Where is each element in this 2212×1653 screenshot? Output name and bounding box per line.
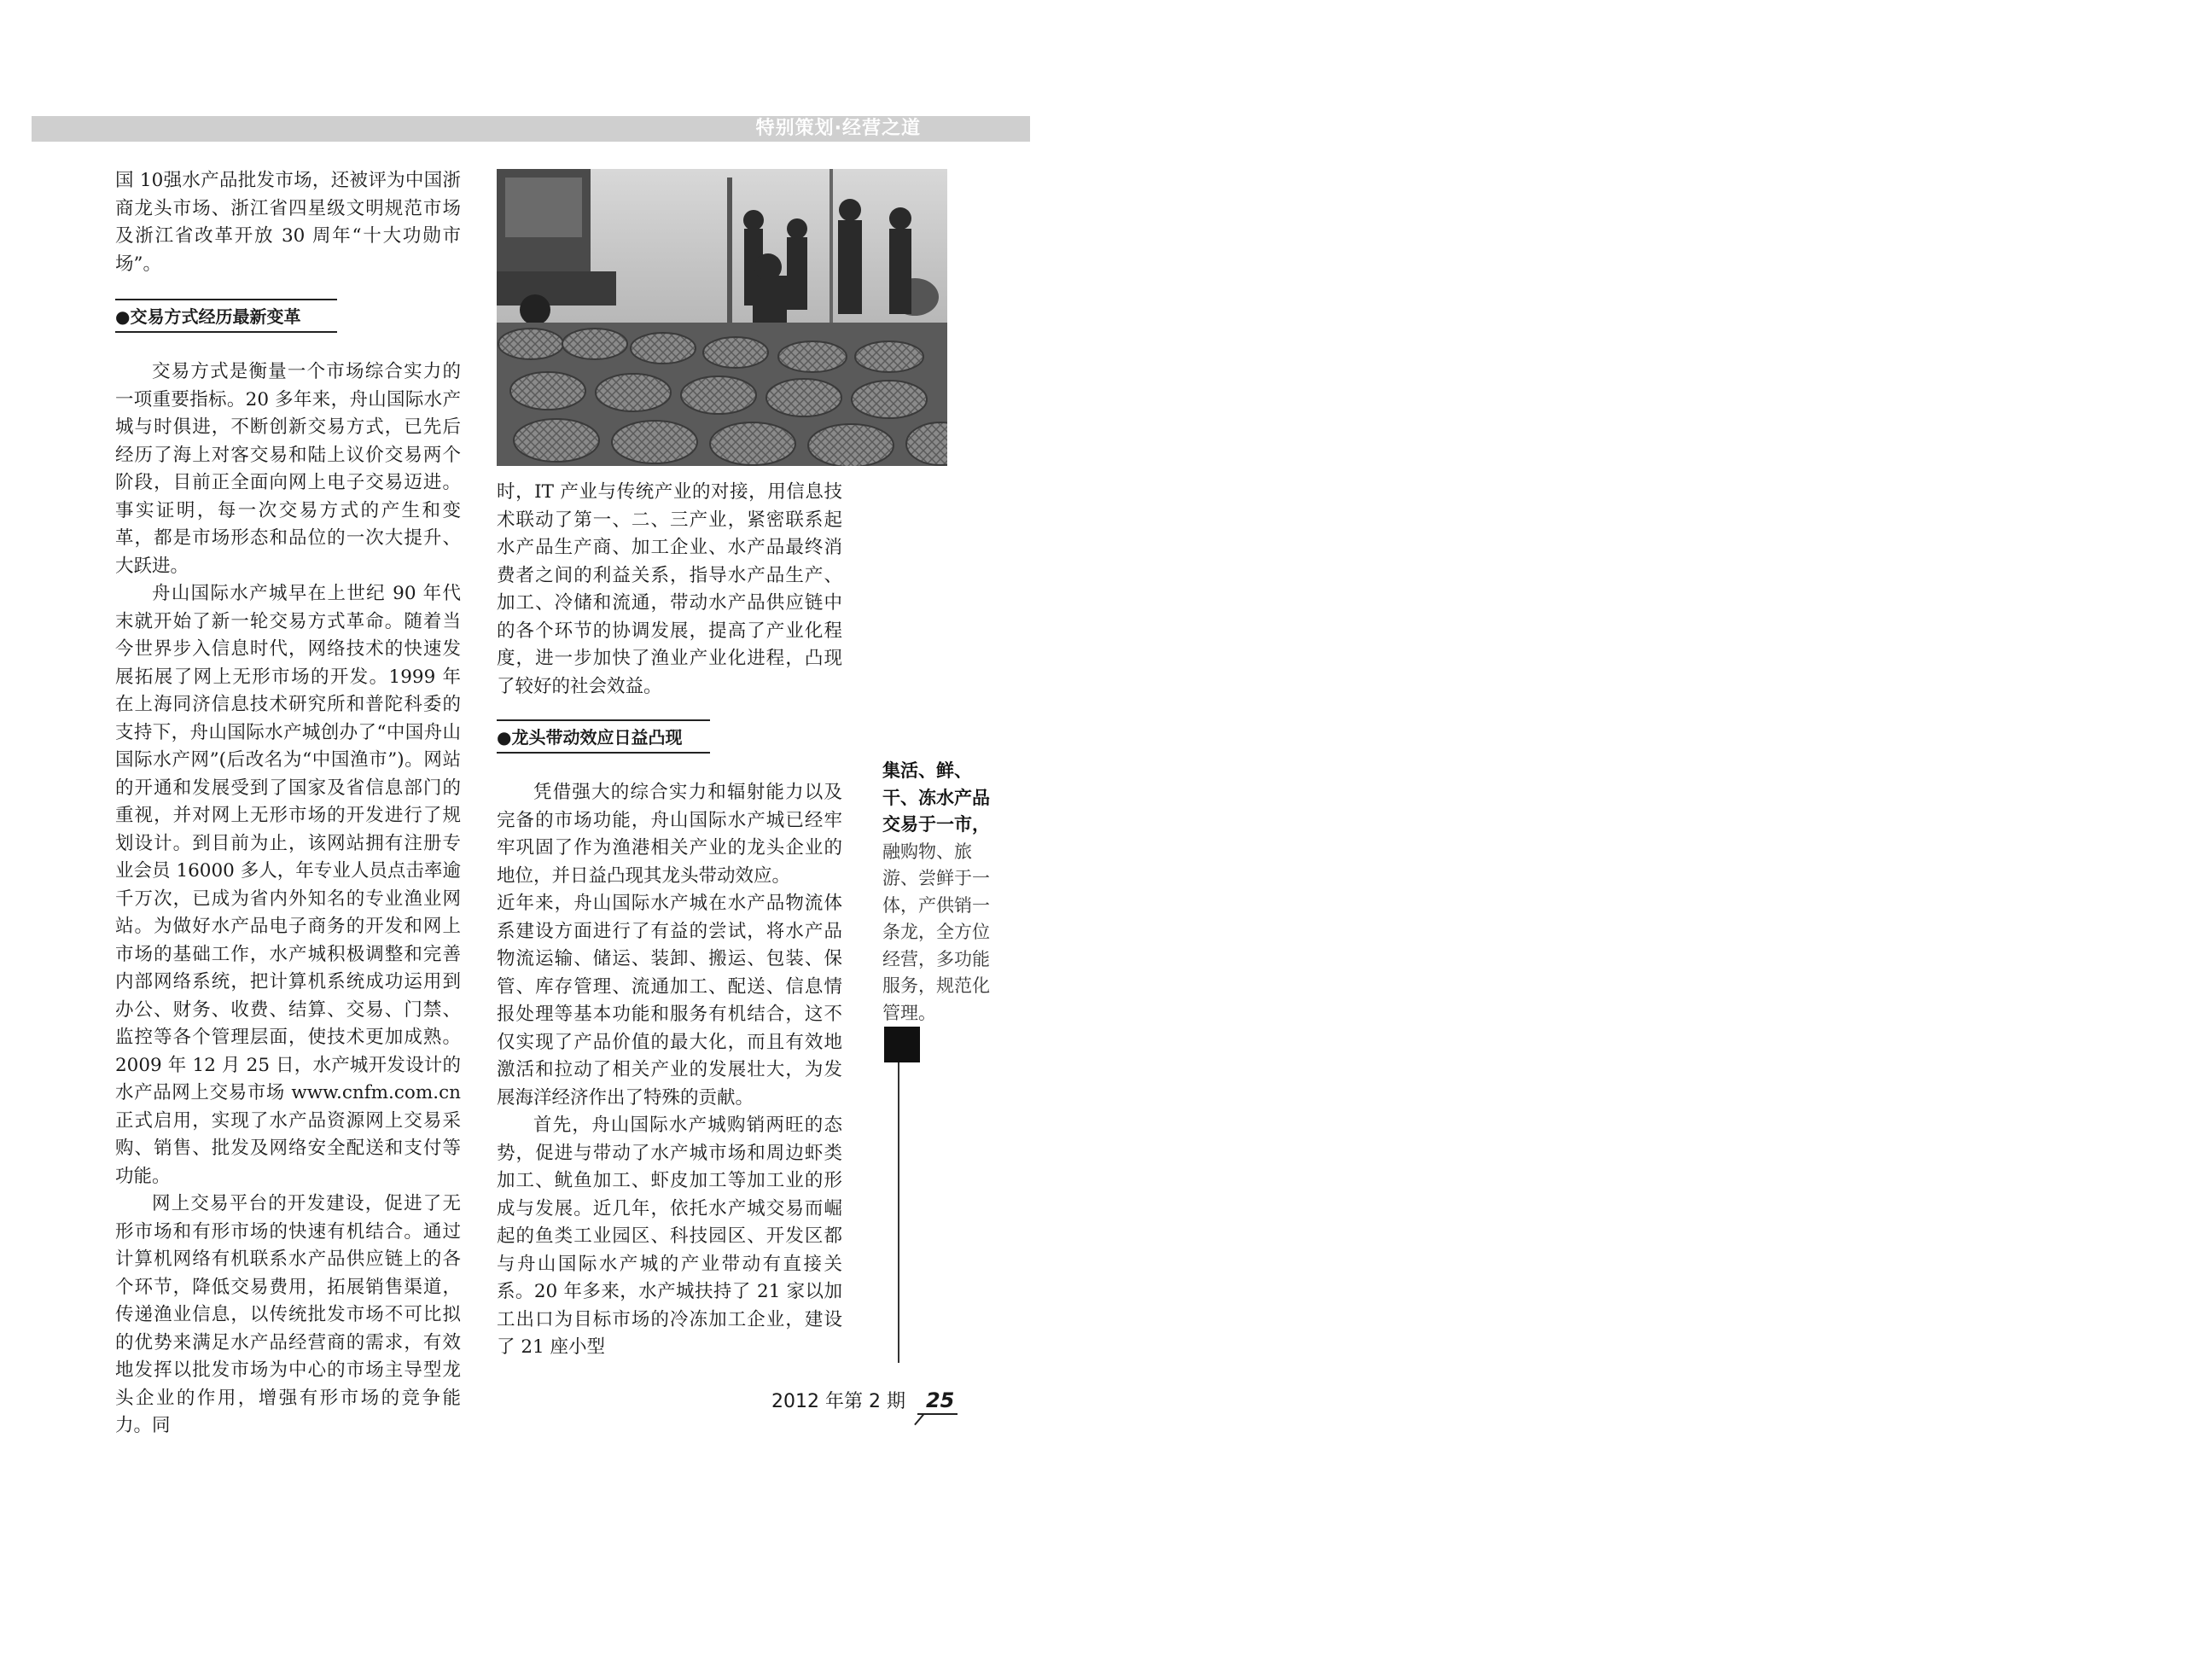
market-photo-illustration <box>497 169 947 466</box>
section-title: 特别策划·经营之道 <box>755 118 921 139</box>
middle-column <box>497 479 842 1362</box>
header-bar <box>32 116 1030 142</box>
paragraph: 舟山国际水产城早在上世纪 90 年代末就开始了新一轮交易方式革命。随着当今世界步入信息时代，网络技术的快速发展拓展了网上无形市场的开发。1999 年在上海同济信息技术研究所和普陀科委的支持下，舟山国际水产城创办了“中国舟山国际水产网”(后改名为“中国渔市”)。网站的开通和发展受到了国家及省信息部门的重视，并对网上无形市场的开发进行了规划设计。到目前为止，该网站拥有注册专业会员 16000 多人，年专业人员点击率逾千万次，已成为省内外知名的专业渔业网站。为做好水产品电子商务的开发和网上市场的基础工作，水产城积极调整和完善内部网络系统，把计算机系统成功运用到办公、财务、收费、结算、交易、门禁、监控等各个管理层面，使技术更加成熟。2009 年 12 月 25 日，水产城开发设计的水产品网上交易市场 www.cnfm.com.cn 正式启用，实现了水产品资源网上交易采购、销售、批发及网络安全配送和支付等功能。 <box>115 583 461 1187</box>
paragraph: 近年来，舟山国际水产城在水产品物流体系建设方面进行了有益的尝试，将水产品物流运输、储运、装卸、搬运、包装、保管、库存管理、流通加工、配送、信息情报处理等基本功能和服务有机结合，这不仅实现了产品价值的最大化，而且有效地激活和拉动了相关产业的发展壮大，为发展海洋经济作出了特殊的贡献。 <box>497 893 842 1109</box>
paragraph: 凭借强大的综合实力和辐射能力以及完备的市场功能，舟山国际水产城已经牢牢巩固了作为渔港相关产业的龙头企业的地位，并日益凸现其龙头带动效应。 <box>497 782 842 887</box>
section-heading-leader: ●龙头带动效应日益凸现 <box>497 719 710 754</box>
pull-quote <box>882 758 1002 1027</box>
section-heading-trading: ●交易方式经历最新变革 <box>115 299 337 333</box>
left-column <box>115 167 461 1441</box>
paragraph: 网上交易平台的开发建设，促进了无形市场和有形市场的快速有机结合。通过计算机网络有机联系水产品供应链上的各个环节，降低交易费用，拓展销售渠道，传递渔业信息，以传统批发市场不可比拟的优势来满足水产品经营商的需求，有效地发挥以批发市场为中心的市场主导型龙头企业的作用，增强有形市场的竞争能力。同 <box>115 1193 461 1436</box>
issue-label: 2012 年第 2 期 <box>771 1391 905 1412</box>
pull-quote-marker <box>884 1027 920 1062</box>
page-number: 25 <box>917 1388 958 1415</box>
pull-quote-bold: 集活、鲜、干、冻水产品交易于一市， <box>882 760 990 835</box>
market-photo <box>497 169 947 466</box>
pull-quote-text: 融购物、旅游、尝鲜于一体，产供销一条龙，全方位经营，多功能服务，规范化管理。 <box>882 841 990 1023</box>
intro-paragraph: 国 10强水产品批发市场，还被评为中国浙商龙头市场、浙江省四星级文明规范市场及浙江省改革开放 30 周年“十大功勋市场”。 <box>115 170 461 275</box>
page-footer <box>771 1388 958 1415</box>
paragraph: 交易方式是衡量一个市场综合实力的一项重要指标。20 多年来，舟山国际水产城与时俱进，不断创新交易方式，已先后经历了海上对客交易和陆上议价交易两个阶段，目前正全面向网上电子交易迈进。事实证明，每一次交易方式的产生和变革，都是市场形态和品位的一次大提升、大跃进。 <box>115 361 461 577</box>
paragraph: 首先，舟山国际水产城购销两旺的态势，促进与带动了水产城市场和周边虾类加工、鱿鱼加工、虾皮加工等加工业的形成与发展。近几年，依托水产城交易而崛起的鱼类工业园区、科技园区、开发区都与舟山国际水产城的产业带动有直接关系。20 年多来，水产城扶持了 21 家以加工出口为目标市场的冷冻加工企业，建设了 21 座小型 <box>497 1115 842 1358</box>
pull-quote-rule <box>898 1062 899 1363</box>
paragraph-continued: 时，IT 产业与传统产业的对接，用信息技术联动了第一、二、三产业，紧密联系起水产品生产商、加工企业、水产品最终消费者之间的利益关系，指导水产品生产、加工、冷储和流通，带动水产品供应链中的各个环节的协调发展，提高了产业化程度，进一步加快了渔业产业化进程，凸现了较好的社会效益。 <box>497 481 842 697</box>
